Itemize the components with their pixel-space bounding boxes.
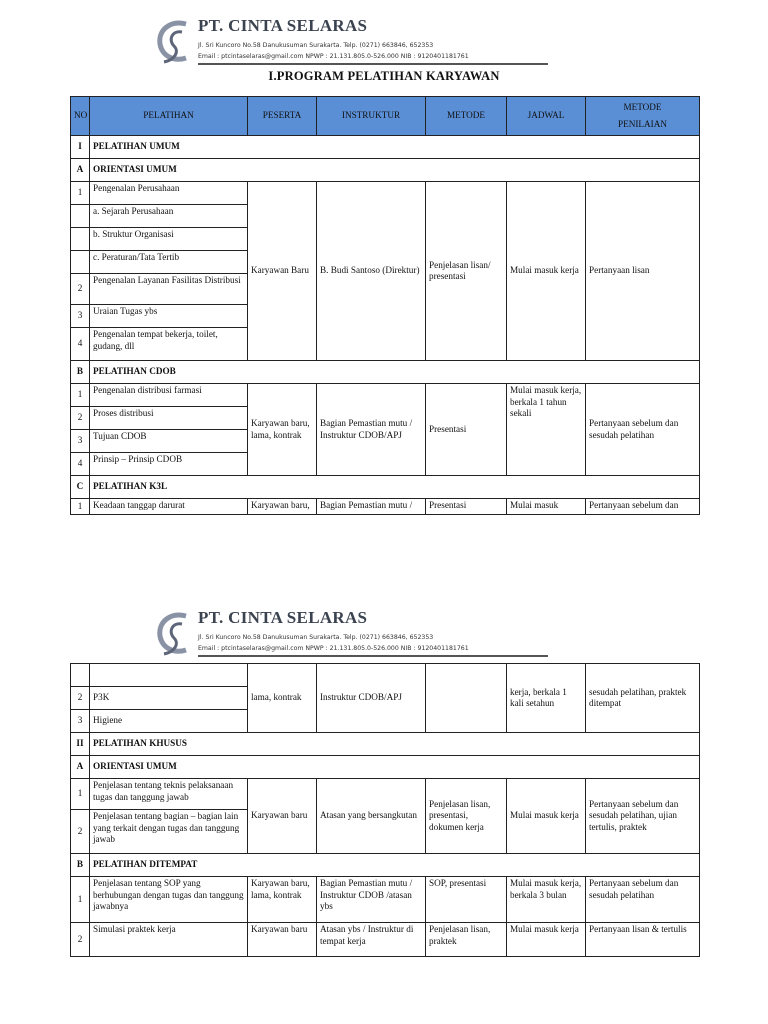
row-number: 1 xyxy=(71,384,90,407)
row-number: 4 xyxy=(71,328,90,361)
training-item: Simulasi praktek kerja xyxy=(90,923,248,957)
instructor-cell: Instruktur CDOB/APJ xyxy=(317,664,426,733)
method-cell: SOP, presentasi xyxy=(426,877,507,923)
participant-cell: Karyawan baru xyxy=(248,923,317,957)
header-peserta: PESERTA xyxy=(248,97,317,136)
header-penilaian-line2: PENILAIAN xyxy=(618,119,667,129)
assessment-cell: Pertanyaan lisan xyxy=(586,182,700,361)
training-item: Higiene xyxy=(90,710,248,733)
row-number: 2 xyxy=(71,923,90,957)
table-row xyxy=(71,182,700,205)
company-contact: Email : ptcintaselaras@gmail.com NPWP : 21.131.805.0-526.000 NIB : 9120401181761 xyxy=(198,53,469,60)
row-number xyxy=(71,205,90,228)
table-row xyxy=(71,877,700,923)
training-table-page-1 xyxy=(70,96,700,515)
header-no: NO xyxy=(71,97,90,136)
schedule-cell: Mulai masuk kerja, berkala 1 tahun sekali xyxy=(507,384,586,476)
training-item: Proses distribusi xyxy=(90,407,248,430)
row-number: 4 xyxy=(71,453,90,476)
row-number: 3 xyxy=(71,710,90,733)
subsection-number: B xyxy=(71,854,90,877)
subsection-row xyxy=(71,854,700,877)
method-cell: Penjelasan lisan/ presentasi xyxy=(426,182,507,361)
training-item: a. Sejarah Perusahaan xyxy=(90,205,248,228)
section-label: PELATIHAN UMUM xyxy=(90,136,700,159)
participant-cell: lama, kontrak xyxy=(248,664,317,733)
instructor-cell: Bagian Pemastian mutu / Instruktur CDOB /atasan ybs xyxy=(317,877,426,923)
training-item: Penjelasan tentang bagian – bagian lain yang terkait dengan tugas dan tanggung jawab xyxy=(90,810,248,854)
training-item: Pengenalan distribusi farmasi xyxy=(90,384,248,407)
training-item: b. Struktur Organisasi xyxy=(90,228,248,251)
training-item: Pengenalan Layanan Fasilitas Distribusi xyxy=(90,274,248,305)
assessment-cell: Pertanyaan sebelum dan sesudah pelatihan xyxy=(586,877,700,923)
training-item: Pengenalan tempat bekerja, toilet, gudang, dll xyxy=(90,328,248,361)
row-number: 1 xyxy=(71,499,90,515)
header-penilaian xyxy=(586,97,700,136)
table-row xyxy=(71,779,700,810)
row-number: 3 xyxy=(71,305,90,328)
row-number: 2 xyxy=(71,810,90,854)
instructor-cell: B. Budi Santoso (Direktur) xyxy=(317,182,426,361)
table-row xyxy=(71,384,700,407)
row-number: 1 xyxy=(71,182,90,205)
table-row xyxy=(71,499,700,515)
schedule-cell: Mulai masuk kerja, berkala 3 bulan xyxy=(507,877,586,923)
row-number xyxy=(71,251,90,274)
training-item: P3K xyxy=(90,687,248,710)
header-instruktur: INSTRUKTUR xyxy=(317,97,426,136)
method-cell: Presentasi xyxy=(426,384,507,476)
subsection-label: PELATIHAN DITEMPAT xyxy=(90,854,700,877)
training-item: Penjelasan tentang teknis pelaksanaan tugas dan tanggung jawab xyxy=(90,779,248,810)
instructor-cell: Bagian Pemastian mutu / Instruktur CDOB/APJ xyxy=(317,384,426,476)
company-name: PT. CINTA SELARAS xyxy=(198,608,368,627)
company-name: PT. CINTA SELARAS xyxy=(198,16,368,35)
header-jadwal: JADWAL xyxy=(507,97,586,136)
subsection-number: B xyxy=(71,361,90,384)
subsection-number: A xyxy=(71,159,90,182)
method-cell: Penjelasan lisan, presentasi, dokumen kerja xyxy=(426,779,507,854)
training-item: Prinsip – Prinsip CDOB xyxy=(90,453,248,476)
letterhead-rule xyxy=(198,655,548,657)
table-row xyxy=(71,664,700,687)
schedule-cell: Mulai masuk xyxy=(507,499,586,515)
section-number: I xyxy=(71,136,90,159)
subsection-row xyxy=(71,361,700,384)
row-number xyxy=(71,228,90,251)
subsection-label: PELATIHAN CDOB xyxy=(90,361,700,384)
training-item: c. Peraturan/Tata Tertib xyxy=(90,251,248,274)
instructor-cell: Bagian Pemastian mutu / xyxy=(317,499,426,515)
subsection-label: ORIENTASI UMUM xyxy=(90,159,700,182)
subsection-label: PELATIHAN K3L xyxy=(90,476,700,499)
header-metode: METODE xyxy=(426,97,507,136)
table-header-row xyxy=(71,97,700,136)
schedule-cell: Mulai masuk kerja xyxy=(507,923,586,957)
instructor-cell: Atasan yang bersangkutan xyxy=(317,779,426,854)
assessment-cell: Pertanyaan sebelum dan sesudah pelatihan xyxy=(586,384,700,476)
row-number: 2 xyxy=(71,407,90,430)
subsection-row xyxy=(71,159,700,182)
header-pelatihan: PELATIHAN xyxy=(90,97,248,136)
header-penilaian-line1: METODE xyxy=(623,102,662,112)
row-number: 1 xyxy=(71,779,90,810)
empty-cell xyxy=(90,664,248,687)
participant-cell: Karyawan baru xyxy=(248,779,317,854)
section-number: II xyxy=(71,733,90,756)
company-logo-icon xyxy=(152,18,194,66)
schedule-cell: Mulai masuk kerja xyxy=(507,182,586,361)
method-cell xyxy=(426,664,507,733)
subsection-number: A xyxy=(71,756,90,779)
subsection-row xyxy=(71,756,700,779)
subsection-row xyxy=(71,476,700,499)
empty-cell xyxy=(71,664,90,687)
letterhead-page-2 xyxy=(150,610,550,662)
document-title: I.PROGRAM PELATIHAN KARYAWAN xyxy=(268,69,500,83)
row-number: 2 xyxy=(71,274,90,305)
participant-cell: Karyawan baru, lama, kontrak xyxy=(248,384,317,476)
section-row xyxy=(71,733,700,756)
training-item: Keadaan tanggap darurat xyxy=(90,499,248,515)
row-number: 3 xyxy=(71,430,90,453)
assessment-cell: Pertanyaan lisan & tertulis xyxy=(586,923,700,957)
assessment-cell: sesudah pelatihan, praktek ditempat xyxy=(586,664,700,733)
schedule-cell: kerja, berkala 1 kali setahun xyxy=(507,664,586,733)
company-contact: Email : ptcintaselaras@gmail.com NPWP : 21.131.805.0-526.000 NIB : 9120401181761 xyxy=(198,645,469,652)
training-item: Uraian Tugas ybs xyxy=(90,305,248,328)
participant-cell: Karyawan Baru xyxy=(248,182,317,361)
training-item: Penjelasan tentang SOP yang berhubungan dengan tugas dan tanggung jawabnya xyxy=(90,877,248,923)
row-number: 2 xyxy=(71,687,90,710)
company-address: Jl. Sri Kuncoro No.58 Danukusuman Surakarta. Telp. (0271) 663846, 652353 xyxy=(198,634,434,641)
section-row xyxy=(71,136,700,159)
training-item: Pengenalan Perusahaan xyxy=(90,182,248,205)
training-table-page-2 xyxy=(70,663,700,957)
company-logo-icon xyxy=(152,610,194,658)
participant-cell: Karyawan baru, xyxy=(248,499,317,515)
subsection-label: ORIENTASI UMUM xyxy=(90,756,700,779)
assessment-cell: Pertanyaan sebelum dan sesudah pelatihan, ujian tertulis, praktek xyxy=(586,779,700,854)
assessment-cell: Pertanyaan sebelum dan xyxy=(586,499,700,515)
method-cell: Penjelasan lisan, praktek xyxy=(426,923,507,957)
subsection-number: C xyxy=(71,476,90,499)
training-item: Tujuan CDOB xyxy=(90,430,248,453)
schedule-cell: Mulai masuk kerja xyxy=(507,779,586,854)
table-row xyxy=(71,923,700,957)
letterhead-rule xyxy=(198,63,548,65)
row-number: 1 xyxy=(71,877,90,923)
letterhead-page-1 xyxy=(150,18,550,70)
method-cell: Presentasi xyxy=(426,499,507,515)
section-label: PELATIHAN KHUSUS xyxy=(90,733,700,756)
participant-cell: Karyawan baru, lama, kontrak xyxy=(248,877,317,923)
instructor-cell: Atasan ybs / Instruktur di tempat kerja xyxy=(317,923,426,957)
company-address: Jl. Sri Kuncoro No.58 Danukusuman Surakarta. Telp. (0271) 663846, 652353 xyxy=(198,42,434,49)
